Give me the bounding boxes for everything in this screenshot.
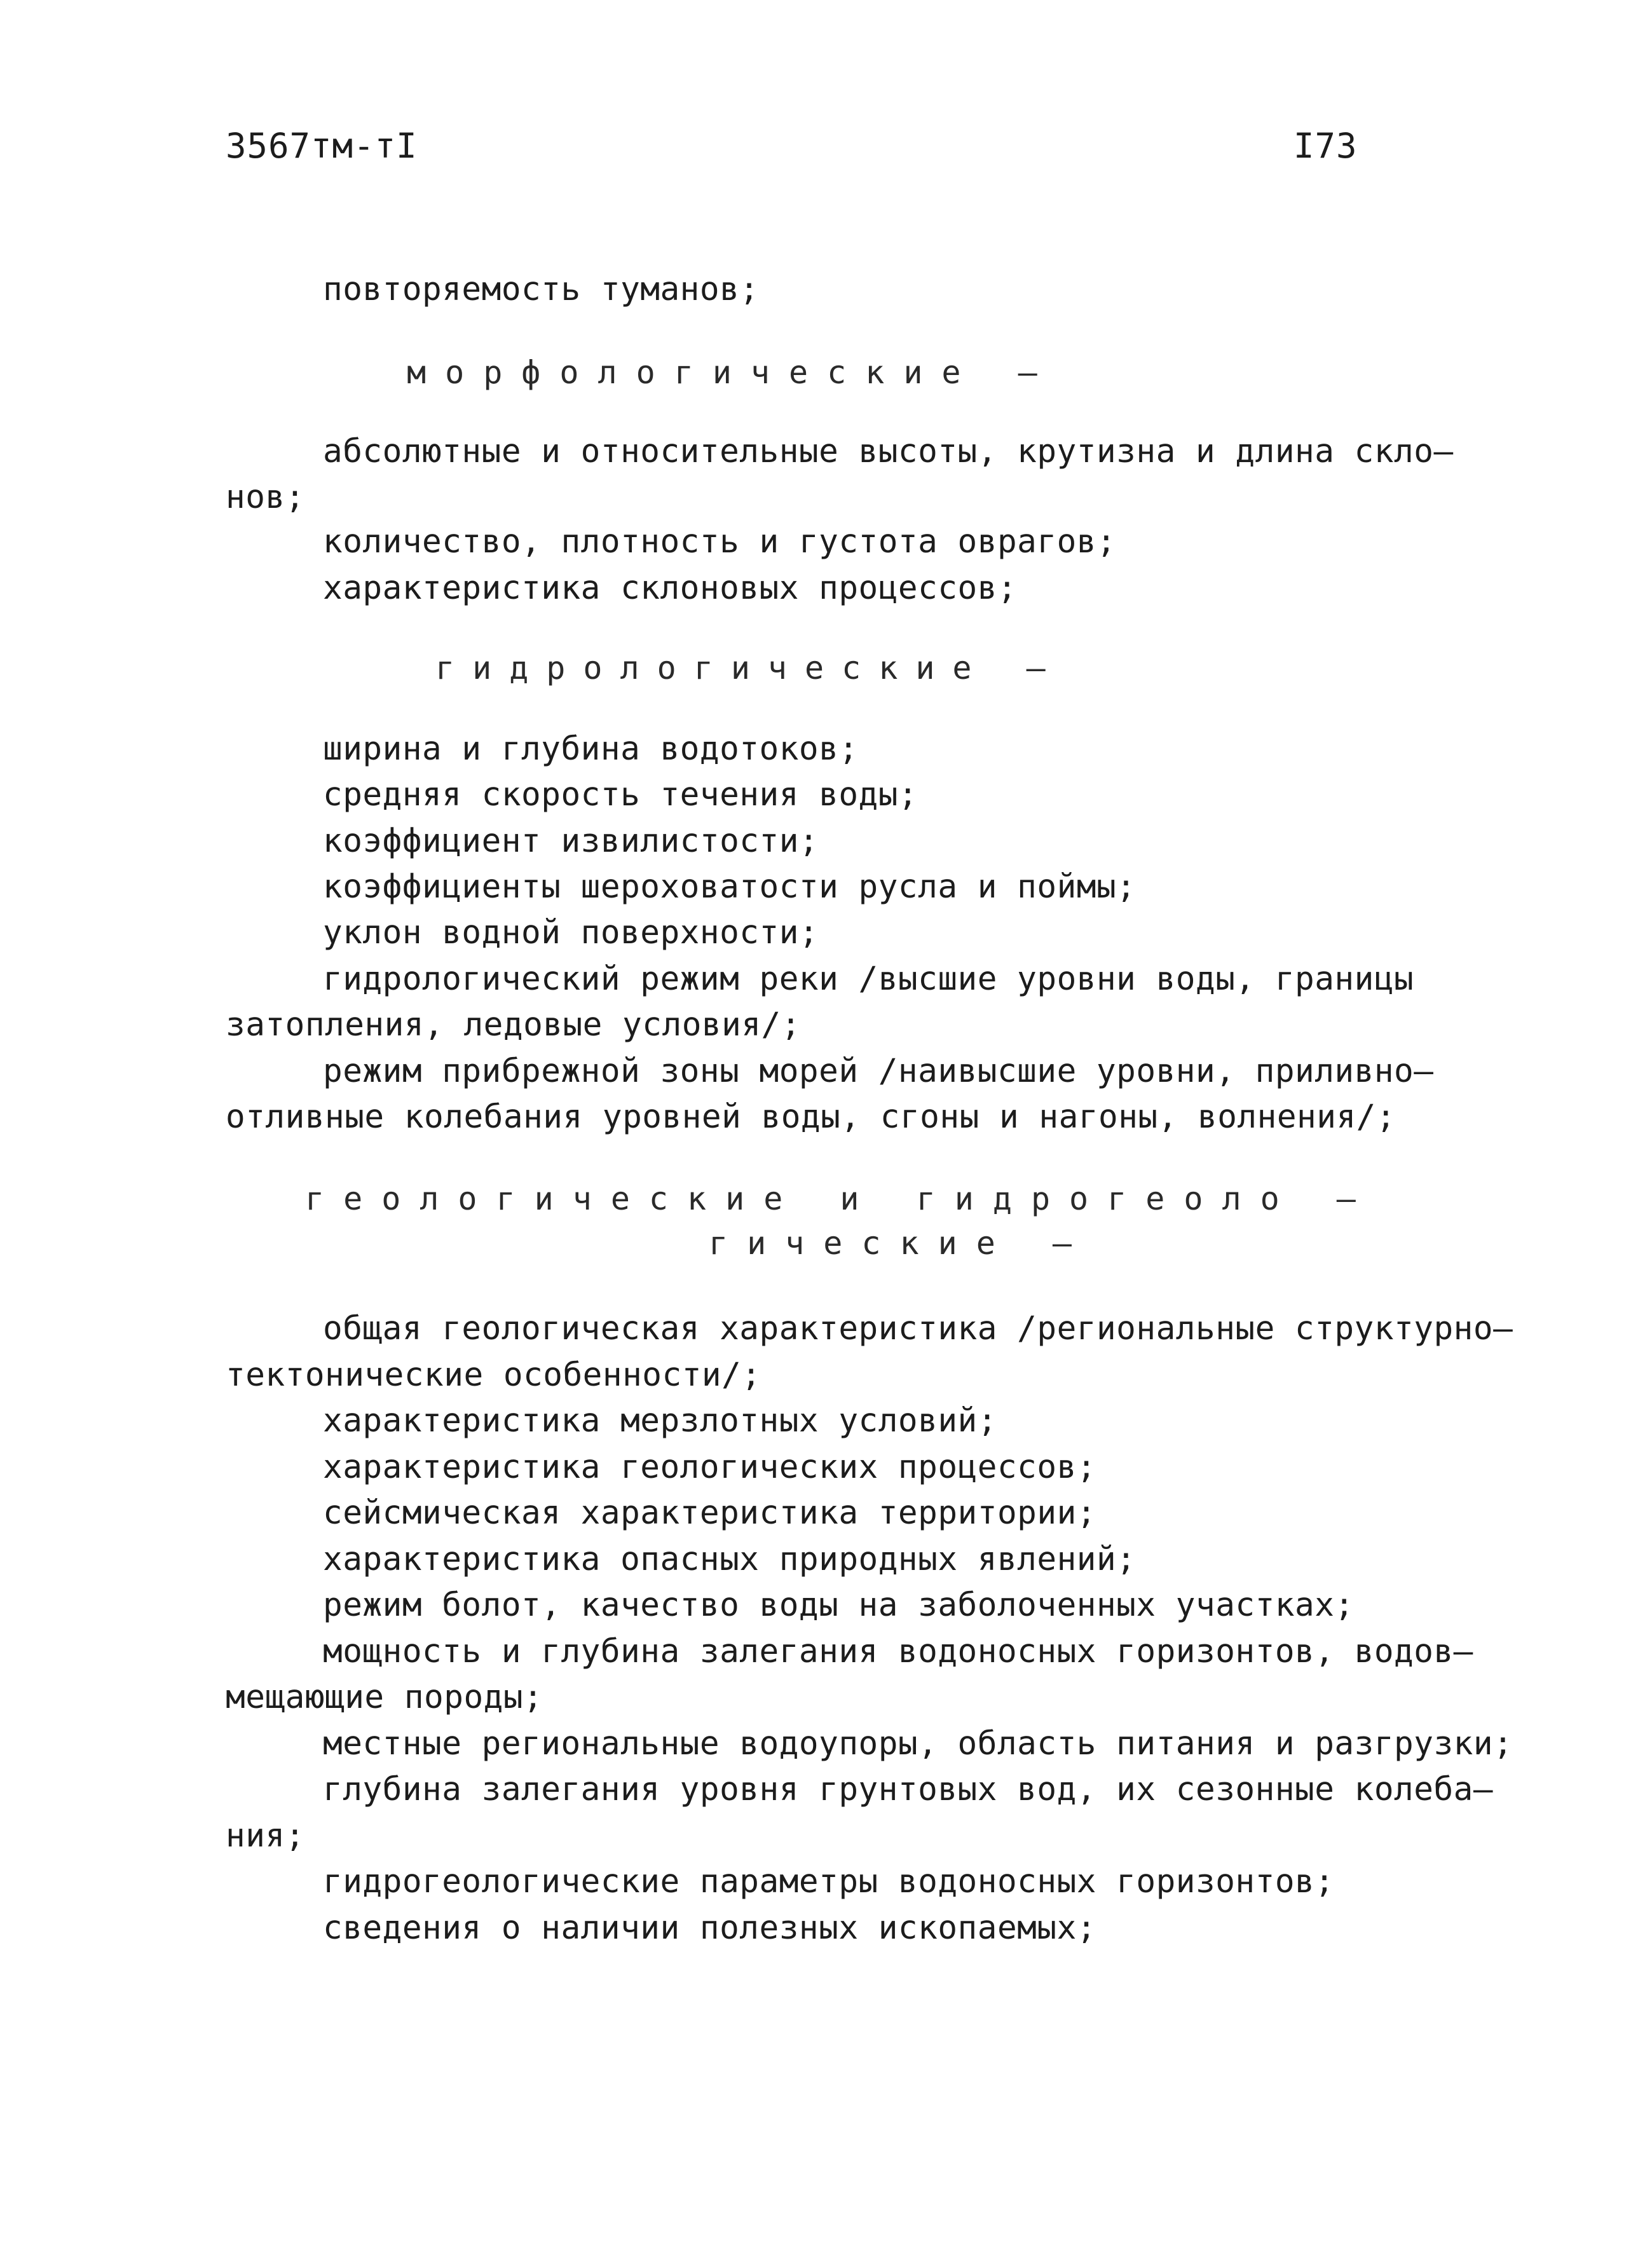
text-line: глубина залегания уровня грунтовых вод, их сезонные колеба– [323, 1771, 1494, 1808]
text-line: общая геологическая характеристика /региональные структурно– [323, 1310, 1513, 1348]
text-line: количество, плотность и густота оврагов; [323, 523, 1117, 561]
document-id: 3567тм-тI [226, 126, 418, 166]
text-line: ширина и глубина водотоков; [323, 730, 859, 768]
text-line: повторяемость туманов; [323, 271, 760, 308]
text-line: гидрологический режим реки /высшие уровни воды, границы [323, 960, 1414, 998]
text-line: абсолютные и относительные высоты, крутизна и длина скло– [323, 433, 1454, 470]
page-number: I73 [1294, 126, 1358, 166]
section-heading-morphological: морфологические – [407, 354, 1056, 391]
text-line: характеристика склоновых процессов; [323, 570, 1018, 607]
text-line: тектонические особенности/; [226, 1356, 761, 1394]
text-line: средняя скорость течения воды; [323, 776, 918, 814]
text-line: отливные колебания уровней воды, сгоны и нагоны, волнения/; [226, 1098, 1396, 1136]
text-line: режим прибрежной зоны морей /наивысшие уровни, приливно– [323, 1053, 1434, 1090]
text-line: мощность и глубина залегания водоносных горизонтов, водов– [323, 1633, 1473, 1670]
section-heading-hydrological: гидрологические – [435, 650, 1063, 686]
text-line: характеристика мерзлотных условий; [323, 1402, 997, 1440]
text-line: мещающие породы; [226, 1679, 543, 1716]
text-line: сведения о наличии полезных ископаемых; [323, 1909, 1096, 1947]
section-heading-geological-cont: гические – [709, 1225, 1091, 1262]
text-line: гидрогеологические параметры водоносных горизонтов; [323, 1863, 1335, 1901]
text-line: характеристика опасных природных явлений; [323, 1541, 1137, 1578]
text-line: сейсмическая характеристика территории; [323, 1494, 1096, 1532]
text-line: уклон водной поверхности; [323, 914, 819, 952]
text-line: режим болот, качество воды на заболоченных участках; [323, 1587, 1355, 1624]
text-line: затопления, ледовые условия/; [226, 1006, 801, 1044]
section-heading-geological: геологические и гидрогеоло – [305, 1180, 1375, 1217]
text-line: коэффициент извилистости; [323, 822, 819, 860]
text-line: характеристика геологических процессов; [323, 1449, 1096, 1486]
text-line: нов; [226, 479, 305, 516]
text-line: коэффициенты шероховатости русла и поймы; [323, 868, 1137, 906]
text-line: ния; [226, 1817, 305, 1855]
text-line: местные региональные водоупоры, область питания и разгрузки; [323, 1725, 1513, 1763]
